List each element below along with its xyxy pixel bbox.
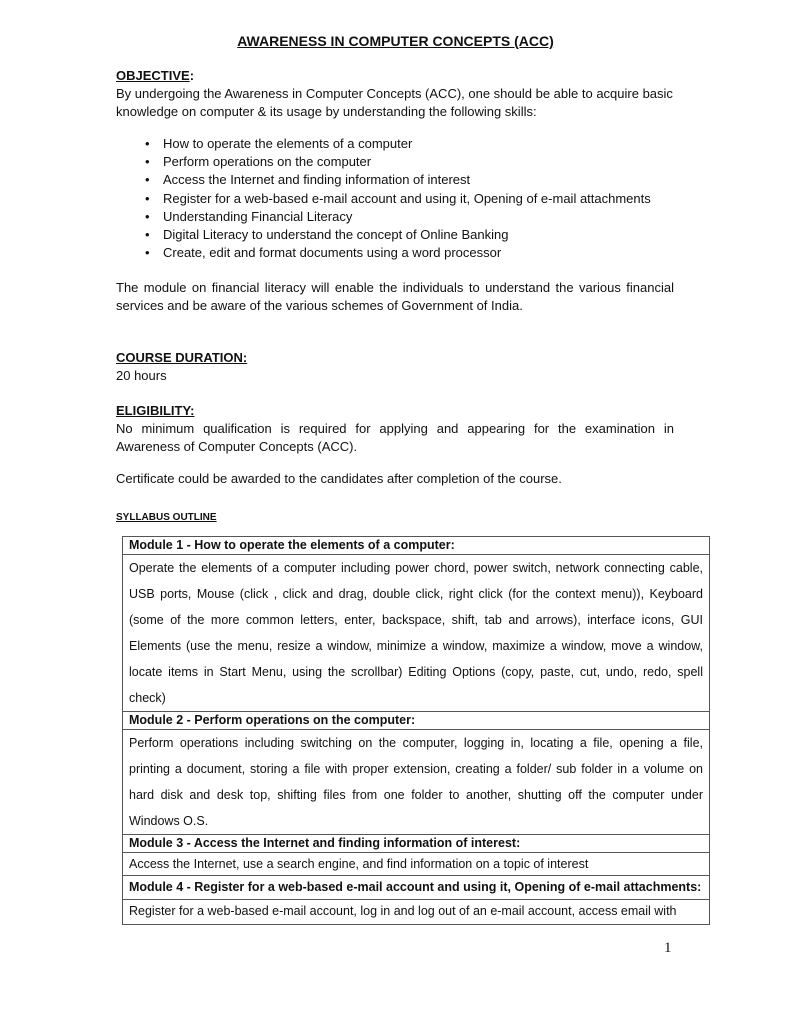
list-item: • Digital Literacy to understand the concept of Online Banking [145,226,651,244]
table-row [123,712,710,730]
course-duration-heading: COURSE DURATION: [116,350,248,365]
eligibility-text: No minimum qualification is required for applying and appearing for the examination in Awareness of Computer Concepts (ACC). [116,421,674,454]
table-row [123,853,710,876]
list-item: • Perform operations on the computer [145,153,651,171]
objective-section [116,67,674,121]
list-item: • Understanding Financial Literacy [145,208,651,226]
module-body: Perform operations including switching on the computer, logging in, locating a file, opening a file, printing a document, storing a file with proper extension, creating a folder/ sub folder in a volume on hard disk and desk top, shifting files from one folder to another, shutting off the computer under Windows O.S. [123,730,710,835]
module-body: Operate the elements of a computer including power chord, power switch, network connecting cable, USB ports, Mouse (click , click and drag, double click, right click (for the context menu)), Keyboard (some of the more common letters, enter, backspace, shift, tab and arrows), interface icons, GUI Elements (use the menu, resize a window, minimize a window, maximize a window, move a window, locate items in Start Menu, using the scrollbar) Editing Options (copy, paste, cut, undo, redo, spell check) [123,555,710,712]
skills-list [145,135,651,262]
table-row [123,900,710,925]
objective-intro: By undergoing the Awareness in Computer Concepts (ACC), one should be able to acquire basic knowledge on computer & its usage by understanding the following skills: [116,86,673,119]
eligibility-heading: ELIGIBILITY: [116,403,195,418]
module-body: Access the Internet, use a search engine, and find information on a topic of interest [123,853,710,876]
objective-heading-line [116,67,674,85]
module-title: Module 2 - Perform operations on the computer: [123,712,710,730]
objective-heading: OBJECTIVE [116,68,190,83]
table-row [123,555,710,712]
objective-heading-colon: : [189,68,195,83]
list-item: • Access the Internet and finding information of interest [145,171,651,189]
syllabus-table [122,536,710,925]
list-item: • Register for a web-based e-mail account and using it, Opening of e-mail attachments [145,190,651,208]
course-duration-section [116,349,674,385]
table-row [123,876,710,900]
table-row [123,537,710,555]
list-item: • How to operate the elements of a computer [145,135,651,153]
document-title: AWARENESS IN COMPUTER CONCEPTS (ACC) [237,33,554,49]
eligibility-section [116,402,674,456]
table-row [123,835,710,853]
financial-literacy-note: The module on financial literacy will enable the individuals to understand the various financial services and be aware of the various schemes of Government of India. [116,280,674,313]
module-body: Register for a web-based e-mail account, log in and log out of an e-mail account, access email with [123,900,710,925]
module-title: Module 1 - How to operate the elements of a computer: [123,537,710,555]
syllabus-heading: SYLLABUS OUTLINE [116,512,217,523]
module-title: Module 3 - Access the Internet and finding information of interest: [123,835,710,853]
table-row [123,730,710,835]
syllabus-heading-wrap [116,507,674,527]
page-number: 1 [664,940,672,956]
course-duration-value: 20 hours [116,368,167,383]
module-title: Module 4 - Register for a web-based e-mail account and using it, Opening of e-mail attachments: [123,876,710,900]
certificate-note: Certificate could be awarded to the candidates after completion of the course. [116,471,562,486]
list-item: • Create, edit and format documents using a word processor [145,244,651,262]
